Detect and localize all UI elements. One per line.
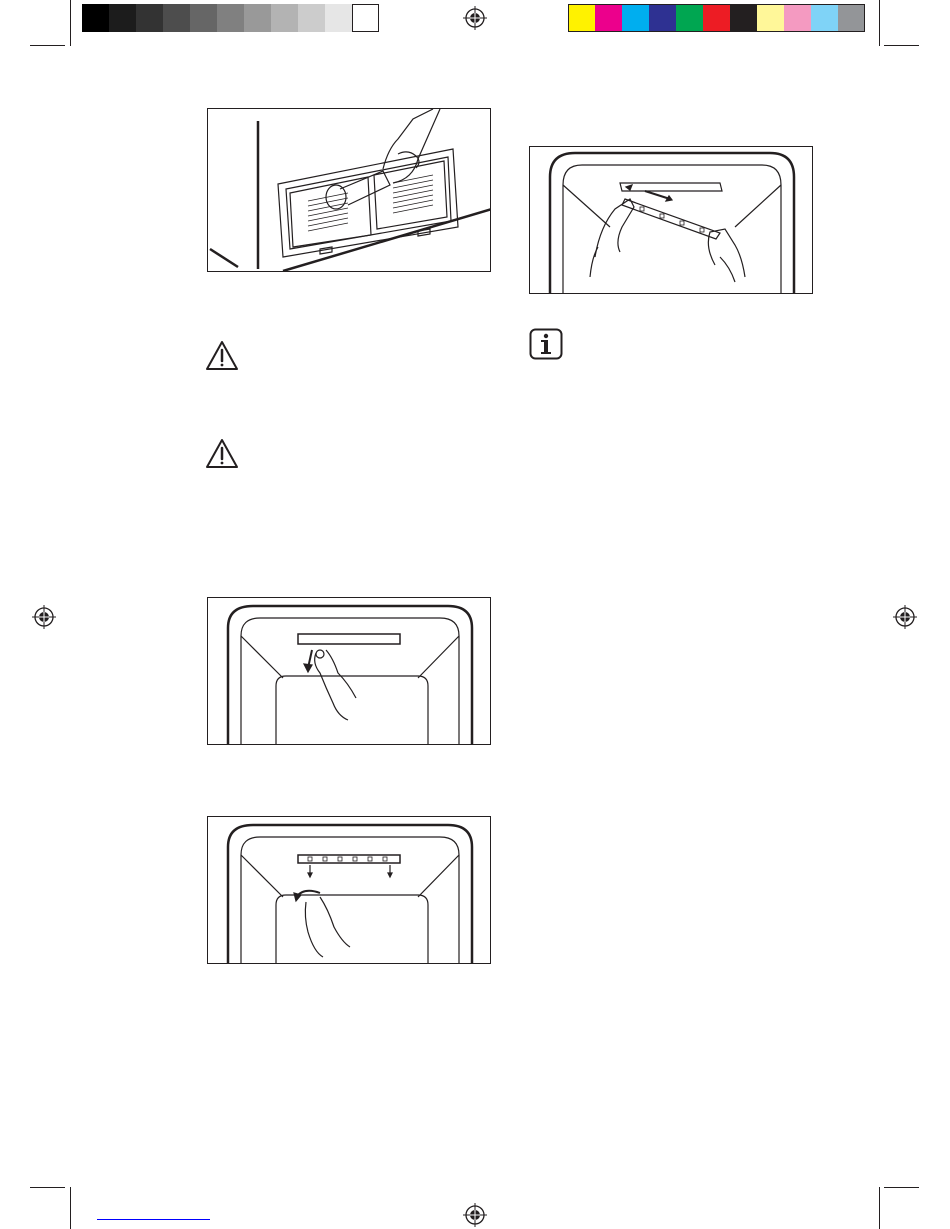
crop-mark-top-right-v [879,0,880,46]
process-bar-outline [568,4,865,32]
warning-triangle-icon [205,340,239,372]
footer-link-underline [97,1219,210,1220]
crop-mark-bottom-left-h [30,1187,65,1188]
crop-mark-top-right-h [884,45,919,46]
crop-mark-bottom-left-v [70,1187,71,1229]
registration-mark-icon [32,605,56,629]
crop-mark-bottom-right-h [884,1187,919,1188]
registration-mark-icon [893,605,917,629]
led-strip-slide-out-illustration [529,146,813,294]
warning-triangle-icon [205,438,239,470]
registration-mark-icon [463,6,487,30]
crop-mark-bottom-right-v [879,1187,880,1229]
process-color-bar [0,0,900,36]
registration-mark-icon [463,1203,487,1227]
lamp-cover-removal-illustration [207,597,491,745]
info-icon [529,328,563,360]
lamp-screw-unscrew-illustration [207,816,491,964]
crop-mark-top-left-h [30,45,65,46]
crop-mark-top-left-v [70,0,71,46]
vacuum-cleaning-filter-illustration [207,108,491,272]
